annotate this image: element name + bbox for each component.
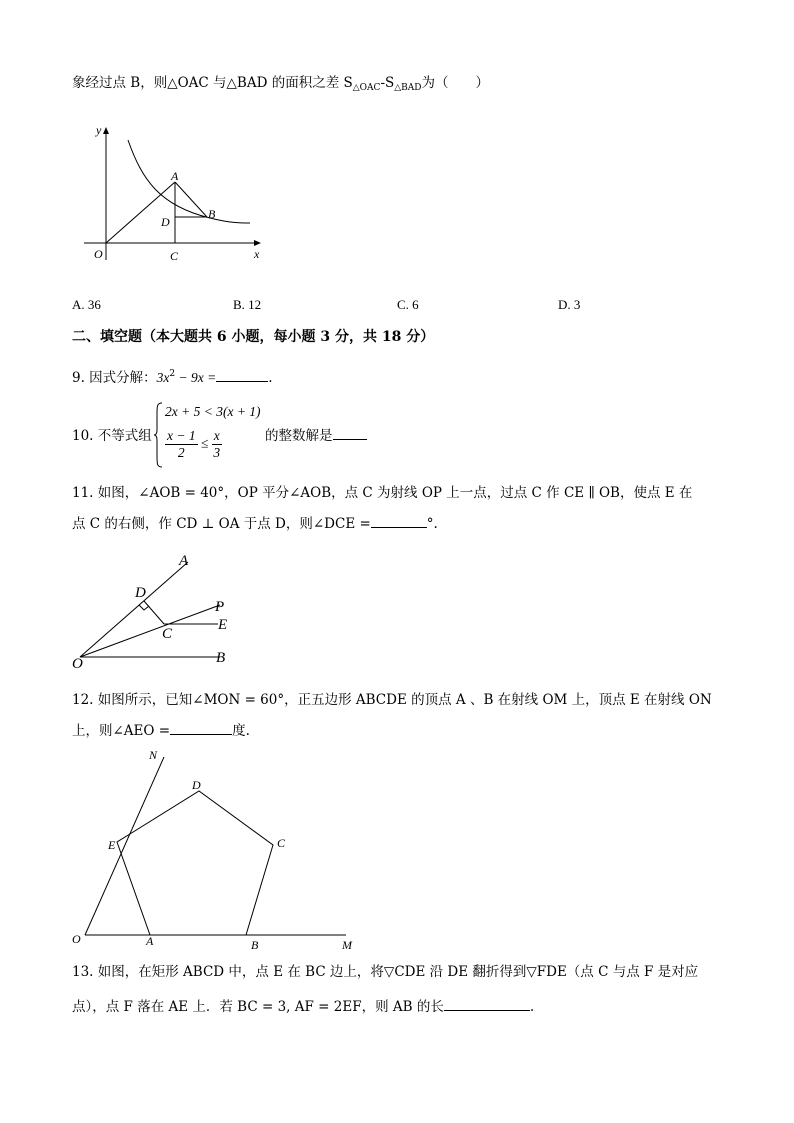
label-e: E [108,838,116,852]
label-o: O [72,656,83,672]
label-c: C [170,249,179,263]
q8-prefix: 象经过点 B，则△OAC 与△BAD 的面积之差 S [72,75,353,91]
label-c: C [162,626,173,642]
q11-line2 [72,514,438,534]
section-heading: 二、填空题（本大题共 6 小题，每小题 3 分，共 18 分） [72,329,435,345]
q10-tail-text: 的整数解是 [265,428,333,444]
frac-right [212,428,222,461]
q12-line2 [72,721,250,741]
label-b: B [251,938,259,952]
q10-answer-blank[interactable] [333,426,367,440]
segment-oa [106,182,175,243]
segment-dc [144,601,164,624]
q9-expr-a: 3x [156,370,170,385]
label-a: A [179,553,189,569]
brace [153,402,163,468]
figure-q11 [68,550,248,670]
q10-row2 [165,428,222,461]
q10-row1: 2x + 5 < 3(x + 1) [165,404,261,419]
q10-label: 10. 不等式组 [72,428,152,444]
frac-left-num: x − 1 [167,428,196,443]
frac-left-den: 2 [177,445,185,460]
q8-mid: -S [380,75,395,91]
ray-oa [80,562,188,657]
q11-line2b: °. [426,516,438,532]
figure-q8 [70,120,270,270]
label-e: E [218,617,228,633]
choice-c: C. 6 [397,297,419,312]
label-p: P [215,599,225,615]
ray-op [80,605,220,657]
label-m: M [342,938,352,952]
label-d: D [161,215,170,229]
q13-line2b: . [529,999,535,1015]
ray-on [85,757,164,935]
label-d: D [192,778,201,792]
q12-line2a: 上，则∠AEO = [72,723,171,739]
q12-line2b: 度. [232,723,250,739]
q9-end: . [268,370,273,386]
label-n: N [149,748,158,762]
q13-line2a: 点），点 F 落在 AE 上．若 BC = 3, AF = 2EF，则 AB 的长 [72,999,444,1015]
label-b: B [208,207,216,221]
frac-right-num: x [213,428,220,443]
q9-answer-blank[interactable] [216,368,268,382]
le-sign: ≤ [200,435,209,451]
q8-sub1: △OAC [352,83,381,93]
q8-suffix: 为（ ） [421,75,490,91]
pentagon-abcde [117,791,273,935]
q9 [72,364,273,388]
figure-q12 [68,745,368,955]
q8-text [72,73,489,98]
q11-line2a: 点 C 的右侧，作 CD ⊥ OA 于点 D，则∠DCE = [72,516,371,532]
label-x: x [254,247,260,261]
label-a: A [146,934,154,948]
label-a: A [171,169,179,183]
q10-tail [265,426,367,446]
choice-b: B. 12 [233,297,262,312]
hyperbola-curve [128,140,250,223]
q9-exp: 2 [169,369,176,379]
q13-answer-blank[interactable] [444,997,530,1011]
q9-expr-b: − 9x = [175,370,217,385]
label-d: D [135,585,146,601]
q11-answer-blank[interactable] [371,514,427,528]
q9-num: 9. 因式分解： [72,370,157,386]
q12-line1: 12. 如图所示，已知∠MON = 60°，正五边形 ABCDE 的顶点 A 、B 在射线 OM 上，顶点 E 在射线 ON [72,692,712,708]
label-c: C [277,836,286,850]
q13-line2 [72,997,534,1017]
q12-answer-blank[interactable] [170,721,232,735]
choice-d: D. 3 [558,297,581,312]
label-o: O [72,932,81,946]
label-o: O [94,247,103,261]
q11-line1: 11. 如图，∠AOB = 40°，OP 平分∠AOB，点 C 为射线 OP 上一点，过点 C 作 CE ∥ OB，使点 E 在 [72,485,693,501]
label-b: B [216,650,226,666]
q13-line1: 13. 如图，在矩形 ABCD 中，点 E 在 BC 边上，将▽CDE 沿 DE 翻折得到▽FDE（点 C 与点 F 是对应 [72,964,699,980]
frac-left [165,428,198,461]
choice-a: A. 36 [72,297,101,312]
label-y: y [96,123,102,137]
frac-right-den: 3 [213,445,221,460]
q8-sub2: △BAD [394,83,422,93]
